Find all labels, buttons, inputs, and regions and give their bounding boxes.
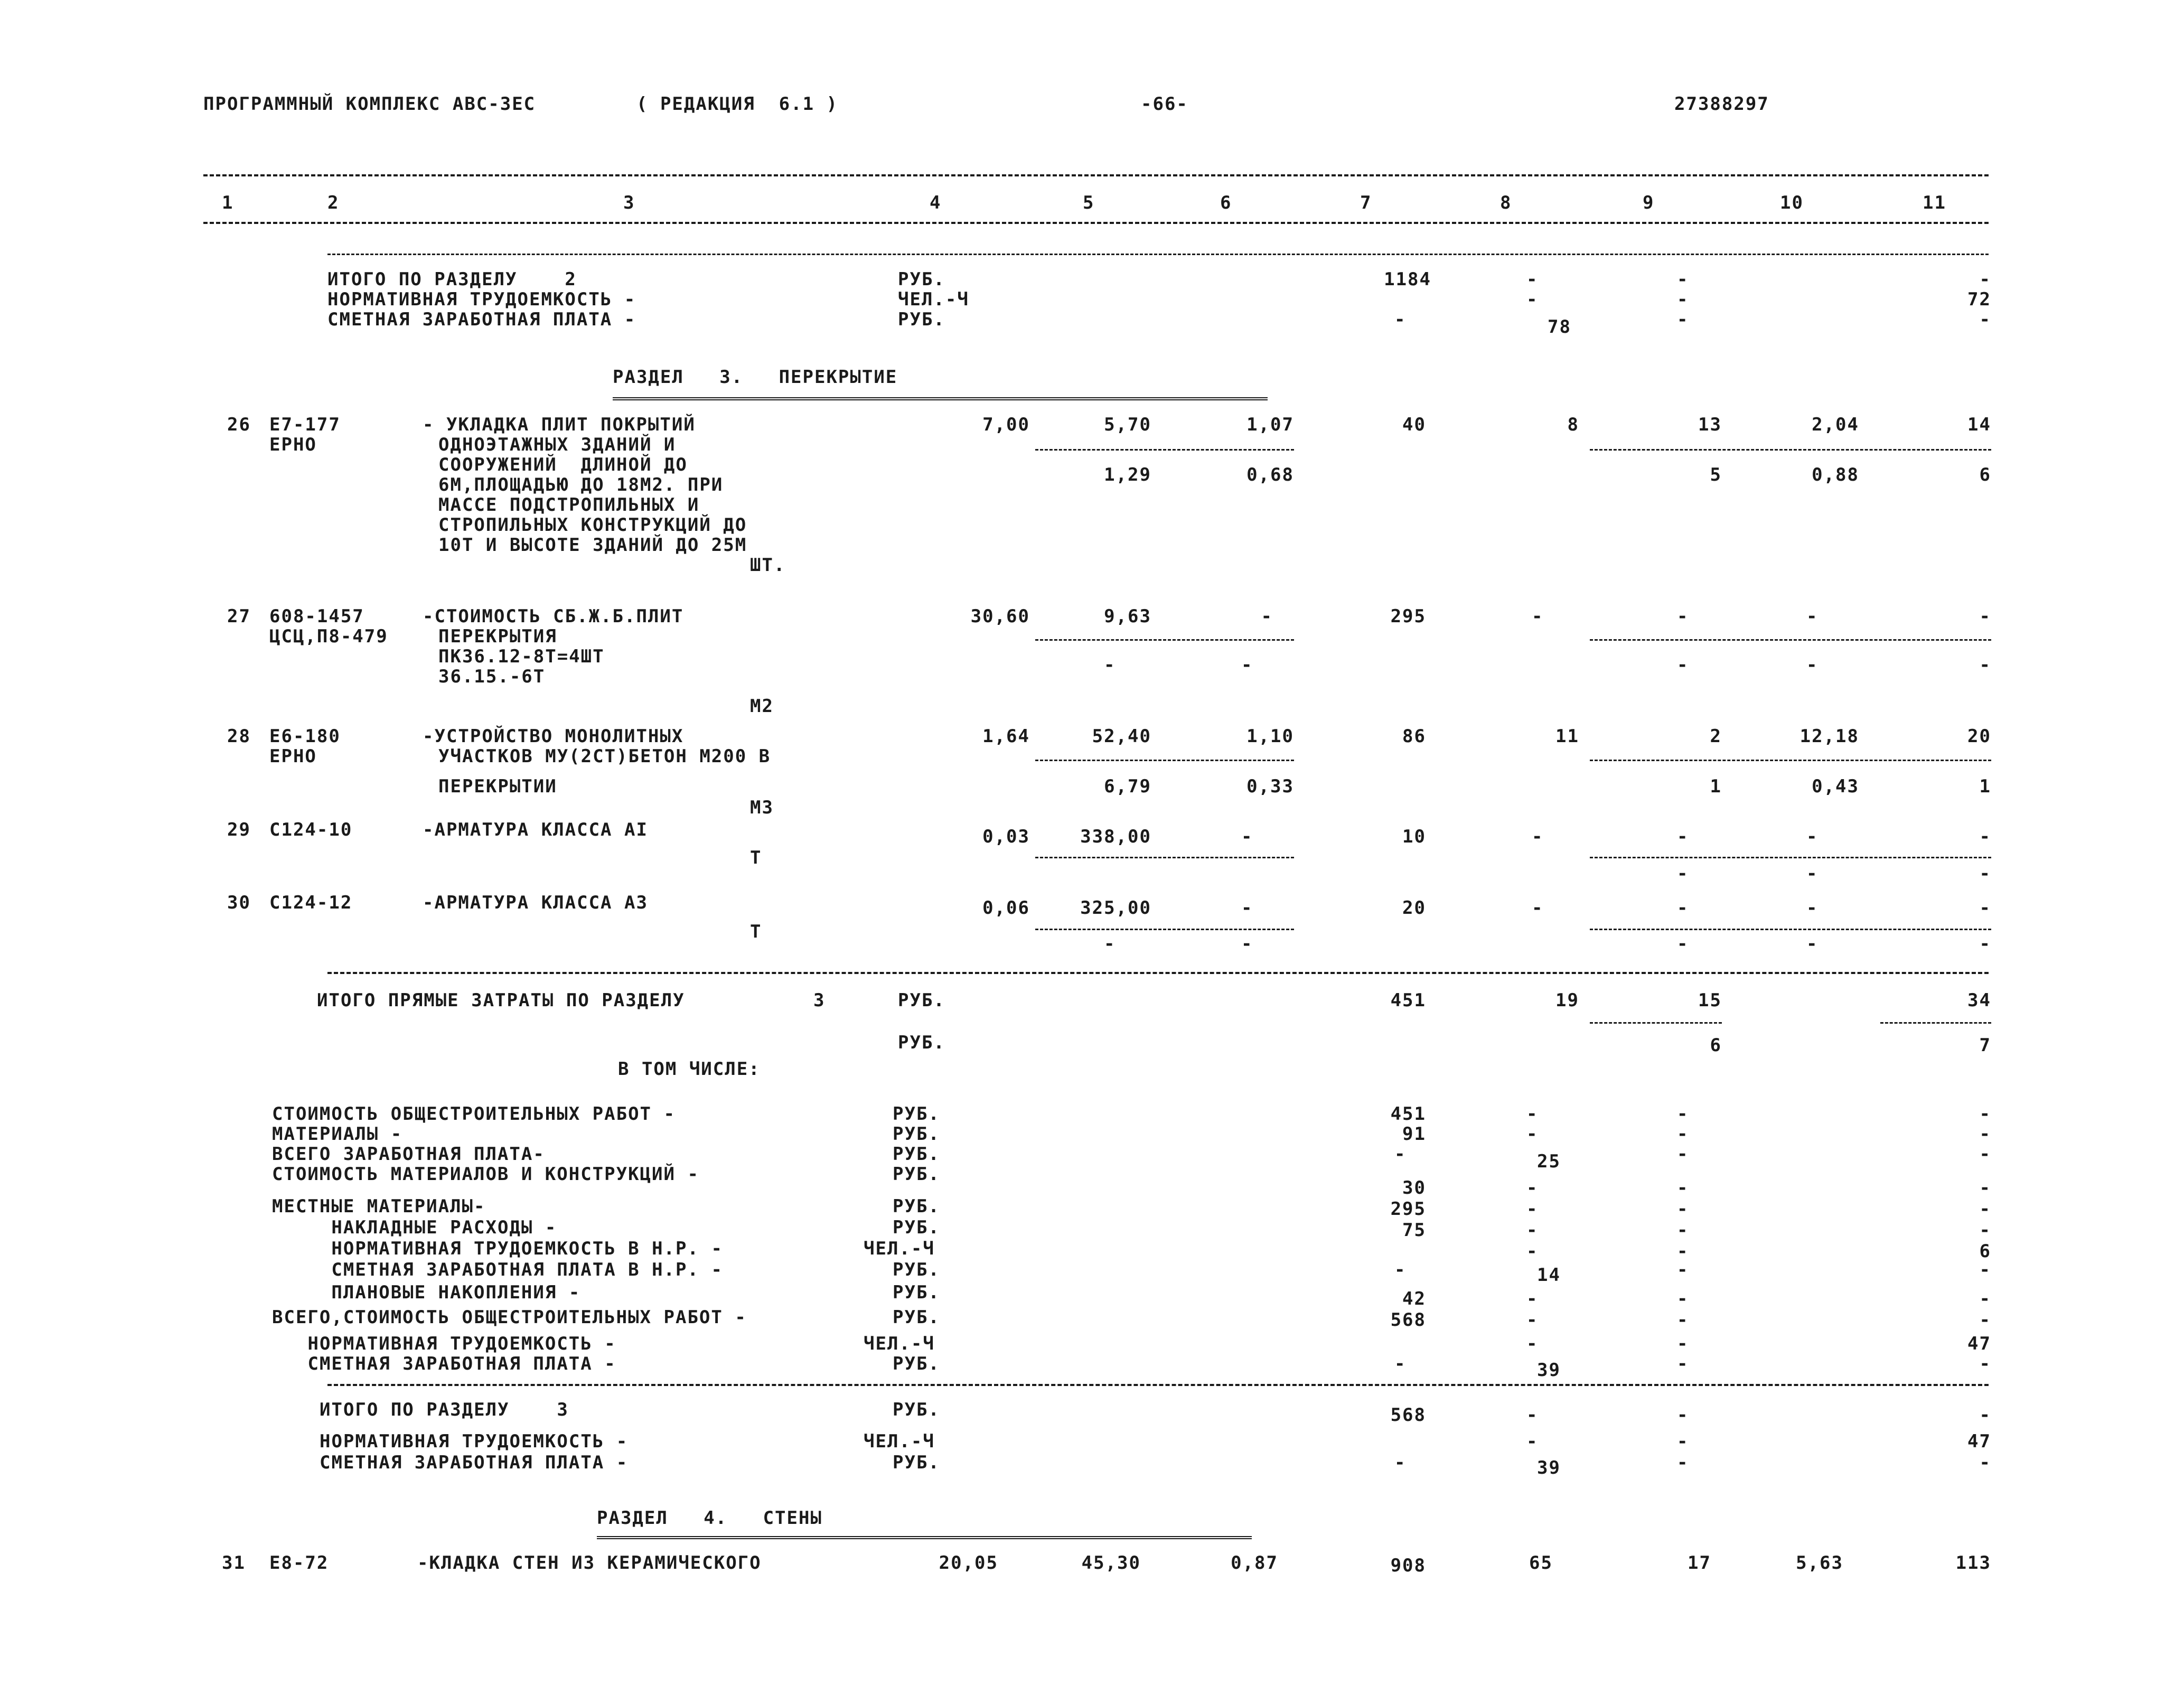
item-desc-line: СТРОПИЛЬНЫХ КОНСТРУКЦИЙ ДО <box>438 514 747 536</box>
item-c9-wage: - <box>1677 933 1689 954</box>
breakdown-label: СМЕТНАЯ ЗАРАБОТНАЯ ПЛАТА - <box>296 1353 616 1374</box>
item-c5: 325,00 <box>1080 897 1151 919</box>
item-c6-wage: - <box>1241 933 1253 954</box>
breakdown-c7: - <box>1394 1353 1407 1374</box>
item-c5: 45,30 <box>1081 1552 1141 1574</box>
breakdown-unit: РУБ. <box>893 1353 940 1374</box>
breakdown-c8: - <box>1526 1241 1539 1262</box>
column-7-header: 7 <box>1360 192 1372 213</box>
breakdown-label: МАТЕРИАЛЫ - <box>272 1124 403 1145</box>
breakdown-c9: - <box>1677 1220 1689 1241</box>
direct-costs-label: ИТОГО ПРЯМЫЕ ЗАТРАТЫ ПО РАЗДЕЛУ <box>317 990 685 1011</box>
breakdown-c7: - <box>1394 1144 1407 1165</box>
item-c11: 113 <box>1955 1552 1991 1574</box>
direct-costs-c7: 451 <box>1390 990 1426 1011</box>
breakdown-label: СТОИМОСТЬ МАТЕРИАЛОВ И КОНСТРУКЦИЙ - <box>272 1164 699 1185</box>
labor-label: НОРМАТИВНАЯ ТРУДОЕМКОСТЬ - <box>327 289 636 310</box>
item-c4: 0,03 <box>982 826 1030 847</box>
item-desc-line: -СТОИМОСТЬ СБ.Ж.Б.ПЛИТ <box>423 606 684 627</box>
item-c6: 0,87 <box>1231 1552 1278 1574</box>
column-6-header: 6 <box>1220 192 1232 213</box>
breakdown-c11: - <box>1979 1144 1991 1165</box>
item-c6-wage: 0,68 <box>1246 464 1294 485</box>
page-number: -66- <box>1141 93 1188 115</box>
breakdown-unit: РУБ. <box>893 1124 940 1145</box>
total-unit: РУБ. <box>898 269 945 290</box>
item-code: Е6-180 <box>269 726 341 747</box>
column-4-header: 4 <box>930 192 942 213</box>
breakdown-c8: - <box>1526 1103 1539 1125</box>
item-c5: 5,70 <box>1104 414 1151 435</box>
section4-heading: РАЗДЕЛ 4. СТЕНЫ <box>597 1508 822 1529</box>
item-c5: 338,00 <box>1080 826 1151 847</box>
breakdown-c7: 91 <box>1402 1124 1426 1145</box>
item-c9: 2 <box>1710 726 1722 747</box>
item-c9-wage: - <box>1677 863 1689 884</box>
breakdown-c11: - <box>1979 1124 1991 1145</box>
section2-rule <box>327 254 1989 255</box>
item-code: Е7-177 <box>269 414 341 435</box>
item-unit: ШТ. <box>750 555 786 576</box>
document-number: 27388297 <box>1674 93 1769 115</box>
item-number: 28 <box>227 726 251 747</box>
direct-costs-unit-wage: РУБ. <box>898 1032 945 1053</box>
item-desc-line: МАССЕ ПОДСТРОПИЛЬНЫХ И <box>438 494 700 516</box>
labor-unit: ЧЕЛ.-Ч <box>898 289 969 310</box>
item-c11-wage: 6 <box>1979 464 1991 485</box>
breakdown-c8: - <box>1526 1220 1539 1241</box>
breakdown-c7: 30 <box>1402 1177 1426 1199</box>
item-c5-wage: 1,29 <box>1104 464 1151 485</box>
section3-heading-rule <box>613 397 1268 400</box>
item-c10: 2,04 <box>1812 414 1859 435</box>
section3-totals-rule <box>327 1384 1989 1386</box>
breakdown-c7: 295 <box>1390 1199 1426 1220</box>
item-c5-wage: - <box>1104 654 1116 676</box>
item-c10-wage: - <box>1806 654 1819 676</box>
wage-c8: 39 <box>1537 1457 1561 1478</box>
item-desc-line: 6М,ПЛОЩАДЬЮ ДО 18М2. ПРИ <box>438 474 724 495</box>
breakdown-c11: - <box>1979 1353 1991 1374</box>
breakdown-c9: - <box>1677 1241 1689 1262</box>
item-c9: - <box>1677 606 1689 627</box>
item-c5-wage: - <box>1104 933 1116 954</box>
item-c11: 14 <box>1967 414 1991 435</box>
item-unit: Т <box>750 847 762 868</box>
breakdown-c8: - <box>1526 1199 1539 1220</box>
breakdown-c9: - <box>1677 1124 1689 1145</box>
item-c6: - <box>1241 826 1253 847</box>
item-code: Е8-72 <box>269 1552 329 1574</box>
item-number: 27 <box>227 606 251 627</box>
item-c10-wage: - <box>1806 863 1819 884</box>
item-c10: 5,63 <box>1796 1552 1843 1574</box>
item-divider <box>1035 449 1294 451</box>
item-c11: - <box>1979 897 1991 919</box>
item-c4: 20,05 <box>939 1552 998 1574</box>
column-2-header: 2 <box>327 192 340 213</box>
wage-unit: РУБ. <box>898 309 945 330</box>
direct-costs-unit: РУБ. <box>898 990 945 1011</box>
breakdown-c8: - <box>1526 1124 1539 1145</box>
item-c7: 10 <box>1402 826 1426 847</box>
direct-costs-divider <box>1880 1022 1991 1024</box>
breakdown-c9: - <box>1677 1144 1689 1165</box>
item-c8: - <box>1532 897 1544 919</box>
item-desc-line: ПЕРЕКРЫТИЯ <box>438 626 557 647</box>
wage-label: СМЕТНАЯ ЗАРАБОТНАЯ ПЛАТА - <box>327 309 636 330</box>
item-divider <box>1590 929 1991 930</box>
item-c5: 9,63 <box>1104 606 1151 627</box>
item-c8: 65 <box>1529 1552 1553 1574</box>
item-unit: Т <box>750 921 762 942</box>
breakdown-label: ВСЕГО ЗАРАБОТНАЯ ПЛАТА- <box>272 1144 545 1165</box>
wage-c7: - <box>1394 1452 1407 1473</box>
item-code-source: ЦСЦ,П8-479 <box>269 626 388 647</box>
breakdown-c9: - <box>1677 1259 1689 1280</box>
item-c10: 12,18 <box>1799 726 1859 747</box>
breakdown-c9: - <box>1677 1199 1689 1220</box>
breakdown-c11: - <box>1979 1103 1991 1125</box>
item-c11-wage: 1 <box>1979 776 1991 797</box>
item-c6: 1,07 <box>1246 414 1294 435</box>
item-c4: 1,64 <box>982 726 1030 747</box>
item-code: С124-12 <box>269 892 353 913</box>
breakdown-unit: РУБ. <box>893 1164 940 1185</box>
total-c11: - <box>1979 269 1991 290</box>
total-c7: 1184 <box>1384 269 1431 290</box>
item-c8: - <box>1532 826 1544 847</box>
column-5-header: 5 <box>1083 192 1095 213</box>
item-divider <box>1035 639 1294 641</box>
item-divider <box>1035 857 1294 858</box>
labor-label: НОРМАТИВНАЯ ТРУДОЕМКОСТЬ - <box>320 1431 629 1452</box>
total-label: ИТОГО ПО РАЗДЕЛУ 3 <box>320 1399 569 1420</box>
breakdown-c7: 42 <box>1402 1288 1426 1309</box>
item-c5: 52,40 <box>1092 726 1151 747</box>
breakdown-c8: - <box>1526 1309 1539 1331</box>
wage-c11: - <box>1979 1452 1991 1473</box>
item-c6-wage: 0,33 <box>1246 776 1294 797</box>
breakdown-unit: РУБ. <box>893 1217 940 1238</box>
item-number: 29 <box>227 819 251 840</box>
total-c11: - <box>1979 1405 1991 1426</box>
direct-costs-section: 3 <box>813 990 826 1011</box>
labor-c9: - <box>1677 1431 1689 1452</box>
item-c7: 295 <box>1390 606 1426 627</box>
column-1-header: 1 <box>222 192 234 213</box>
item-c11-wage: - <box>1979 654 1991 676</box>
breakdown-unit: РУБ. <box>893 1196 940 1217</box>
direct-costs-rule <box>327 972 1989 974</box>
item-c11: - <box>1979 826 1991 847</box>
item-c11-wage: - <box>1979 933 1991 954</box>
breakdown-label: ПЛАНОВЫЕ НАКОПЛЕНИЯ - <box>296 1282 581 1303</box>
item-c9-wage: 1 <box>1710 776 1722 797</box>
breakdown-c9: - <box>1677 1333 1689 1354</box>
breakdown-c7: - <box>1394 1259 1407 1280</box>
item-c11: 20 <box>1967 726 1991 747</box>
breakdown-label: НАКЛАДНЫЕ РАСХОДЫ - <box>296 1217 557 1238</box>
item-code: С124-10 <box>269 819 353 840</box>
direct-costs-c9: 15 <box>1698 990 1722 1011</box>
direct-costs-c11: 34 <box>1967 990 1991 1011</box>
item-code-source: ЕРНО <box>269 434 317 455</box>
breakdown-label: ВСЕГО,СТОИМОСТЬ ОБЩЕСТРОИТЕЛЬНЫХ РАБОТ - <box>272 1307 747 1328</box>
item-c11: - <box>1979 606 1991 627</box>
item-unit: М3 <box>750 797 774 818</box>
header-bottom-rule <box>203 222 1989 224</box>
breakdown-label: СМЕТНАЯ ЗАРАБОТНАЯ ПЛАТА В Н.Р. - <box>296 1259 723 1280</box>
direct-costs-c8: 19 <box>1555 990 1579 1011</box>
item-c5-wage: 6,79 <box>1104 776 1151 797</box>
direct-costs-c11-wage: 7 <box>1979 1035 1991 1056</box>
breakdown-c9: - <box>1677 1309 1689 1331</box>
column-9-header: 9 <box>1643 192 1655 213</box>
item-number: 31 <box>222 1552 246 1574</box>
wage-c7: - <box>1394 309 1407 330</box>
item-c11-wage: - <box>1979 863 1991 884</box>
item-c10-wage: - <box>1806 933 1819 954</box>
item-c9: 13 <box>1698 414 1722 435</box>
breakdown-c8: - <box>1526 1177 1539 1199</box>
item-c10: - <box>1806 897 1819 919</box>
wage-unit: РУБ. <box>893 1452 940 1473</box>
column-10-header: 10 <box>1780 192 1804 213</box>
breakdown-c7: 75 <box>1402 1220 1426 1241</box>
program-name: ПРОГРАММНЫЙ КОМПЛЕКС АВС-ЗЕС <box>203 93 536 115</box>
item-desc-line: -АРМАТУРА КЛАССА А3 <box>423 892 648 913</box>
item-desc-line: 36.15.-6Т <box>438 666 546 687</box>
item-c10-wage: 0,43 <box>1812 776 1859 797</box>
labor-c9: - <box>1677 289 1689 310</box>
section3-heading: РАЗДЕЛ 3. ПЕРЕКРЫТИЕ <box>613 367 898 388</box>
wage-c9: - <box>1677 1452 1689 1473</box>
breakdown-unit: РУБ. <box>893 1144 940 1165</box>
labor-c8: - <box>1526 1431 1539 1452</box>
item-divider <box>1035 929 1294 930</box>
item-c4: 7,00 <box>982 414 1030 435</box>
item-c6-wage: - <box>1241 654 1253 676</box>
item-number: 30 <box>227 892 251 913</box>
item-desc-line: УЧАСТКОВ МУ(2СТ)БЕТОН М200 В <box>438 746 771 767</box>
item-c10: - <box>1806 826 1819 847</box>
item-desc-line: - УКЛАДКА ПЛИТ ПОКРЫТИЙ <box>423 414 696 435</box>
wage-c8: 78 <box>1548 316 1571 338</box>
item-desc-line: -УСТРОЙСТВО МОНОЛИТНЫХ <box>423 726 684 747</box>
item-c9-wage: - <box>1677 654 1689 676</box>
direct-costs-c9-wage: 6 <box>1710 1035 1722 1056</box>
item-c6: - <box>1261 606 1273 627</box>
item-c10: - <box>1806 606 1819 627</box>
item-divider <box>1590 760 1991 761</box>
column-11-header: 11 <box>1923 192 1946 213</box>
item-desc-line: ПК36.12-8Т=4ШТ <box>438 646 605 667</box>
breakdown-c11: - <box>1979 1288 1991 1309</box>
breakdown-c11: - <box>1979 1177 1991 1199</box>
breakdown-c11: - <box>1979 1259 1991 1280</box>
breakdown-unit: РУБ. <box>893 1103 940 1125</box>
item-c8: 11 <box>1555 726 1579 747</box>
breakdown-c11: 6 <box>1979 1241 1991 1262</box>
item-desc-line: СООРУЖЕНИЙ ДЛИНОЙ ДО <box>438 454 688 475</box>
item-c9-wage: 5 <box>1710 464 1722 485</box>
item-divider <box>1035 760 1294 761</box>
item-c9: 17 <box>1688 1552 1711 1574</box>
item-c4: 30,60 <box>970 606 1030 627</box>
total-c9: - <box>1677 269 1689 290</box>
item-desc-line: -АРМАТУРА КЛАССА АI <box>423 819 648 840</box>
item-c7: 20 <box>1402 897 1426 919</box>
breakdown-unit: ЧЕЛ.-Ч <box>864 1333 935 1354</box>
item-number: 26 <box>227 414 251 435</box>
item-code: 608-1457 <box>269 606 364 627</box>
wage-c11: - <box>1979 309 1991 330</box>
breakdown-c11: - <box>1979 1220 1991 1241</box>
item-desc-line: 10Т И ВЫСОТЕ ЗДАНИЙ ДО 25М <box>438 535 747 556</box>
section4-heading-rule <box>597 1536 1252 1539</box>
breakdown-c9: - <box>1677 1353 1689 1374</box>
breakdown-unit: РУБ. <box>893 1307 940 1328</box>
column-8-header: 8 <box>1500 192 1512 213</box>
labor-unit: ЧЕЛ.-Ч <box>864 1431 935 1452</box>
item-divider <box>1590 639 1991 641</box>
total-c8: - <box>1526 269 1539 290</box>
item-c8: - <box>1532 606 1544 627</box>
total-c7: 568 <box>1390 1405 1426 1426</box>
breakdown-c9: - <box>1677 1103 1689 1125</box>
labor-c11: 72 <box>1967 289 1991 310</box>
breakdown-label: СТОИМОСТЬ ОБЩЕСТРОИТЕЛЬНЫХ РАБОТ - <box>272 1103 676 1125</box>
breakdown-c8: - <box>1526 1288 1539 1309</box>
item-c10-wage: 0,88 <box>1812 464 1859 485</box>
breakdown-c7: 451 <box>1390 1103 1426 1125</box>
item-c7: 908 <box>1390 1555 1426 1576</box>
breakdown-unit: РУБ. <box>893 1259 940 1280</box>
breakdown-unit: РУБ. <box>893 1282 940 1303</box>
item-divider <box>1590 449 1991 451</box>
item-c7: 86 <box>1402 726 1426 747</box>
wage-label: СМЕТНАЯ ЗАРАБОТНАЯ ПЛАТА - <box>320 1452 629 1473</box>
breakdown-c7: 568 <box>1390 1309 1426 1331</box>
including-heading: В ТОМ ЧИСЛЕ: <box>618 1059 761 1080</box>
breakdown-c11: - <box>1979 1199 1991 1220</box>
edition: ( РЕДАКЦИЯ 6.1 ) <box>636 93 838 115</box>
total-label: ИТОГО ПО РАЗДЕЛУ 2 <box>327 269 577 290</box>
item-c6: - <box>1241 897 1253 919</box>
labor-c8: - <box>1526 289 1539 310</box>
total-c8: - <box>1526 1405 1539 1426</box>
wage-c9: - <box>1677 309 1689 330</box>
item-divider <box>1590 857 1991 858</box>
breakdown-c11: 47 <box>1967 1333 1991 1354</box>
item-c9: - <box>1677 897 1689 919</box>
item-unit: М2 <box>750 696 774 717</box>
labor-c11: 47 <box>1967 1431 1991 1452</box>
breakdown-c8: 25 <box>1537 1151 1561 1172</box>
item-c7: 40 <box>1402 414 1426 435</box>
breakdown-label: МЕСТНЫЕ МАТЕРИАЛЫ- <box>272 1196 486 1217</box>
item-c4: 0,06 <box>982 897 1030 919</box>
breakdown-label: НОРМАТИВНАЯ ТРУДОЕМКОСТЬ - <box>296 1333 616 1354</box>
item-desc-line: ПЕРЕКРЫТИИ <box>438 776 557 797</box>
breakdown-c8: 14 <box>1537 1265 1561 1286</box>
item-code-source: ЕРНО <box>269 746 317 767</box>
breakdown-unit: ЧЕЛ.-Ч <box>864 1238 935 1259</box>
item-desc-line: ОДНОЭТАЖНЫХ ЗДАНИЙ И <box>438 434 676 455</box>
breakdown-c8: - <box>1526 1333 1539 1354</box>
column-3-header: 3 <box>623 192 635 213</box>
direct-costs-divider <box>1590 1022 1722 1024</box>
breakdown-c8: 39 <box>1537 1360 1561 1381</box>
breakdown-c9: - <box>1677 1177 1689 1199</box>
breakdown-c11: - <box>1979 1309 1991 1331</box>
item-c8: 8 <box>1567 414 1579 435</box>
total-c9: - <box>1677 1405 1689 1426</box>
item-c9: - <box>1677 826 1689 847</box>
header-top-rule <box>203 174 1989 176</box>
breakdown-c9: - <box>1677 1288 1689 1309</box>
total-unit: РУБ. <box>893 1399 940 1420</box>
item-desc-line: -КЛАДКА СТЕН ИЗ КЕРАМИЧЕСКОГО <box>417 1552 762 1574</box>
item-c6: 1,10 <box>1246 726 1294 747</box>
breakdown-label: НОРМАТИВНАЯ ТРУДОЕМКОСТЬ В Н.Р. - <box>296 1238 723 1259</box>
